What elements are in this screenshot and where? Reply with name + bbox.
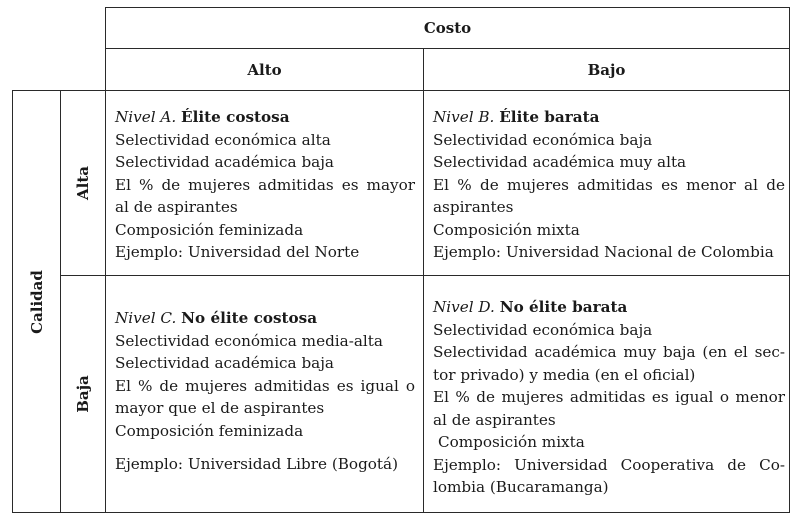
header-alto: Alto [247, 60, 282, 79]
border-header-bottom [12, 90, 790, 91]
cell-d-line: Selectividad económica baja [433, 320, 653, 339]
border-alta-bottom [60, 275, 790, 276]
cell-c-line: El % de mujeres admitidas es igual o [115, 376, 415, 395]
cell-a-line: Selectividad académica baja [115, 153, 334, 171]
cell-b-title [433, 106, 785, 129]
header-bajo: Bajo [587, 60, 626, 79]
cell-b-line: Selectividad académica muy alta [433, 153, 687, 171]
cell-a-line: Selectividad económica alta [115, 130, 331, 149]
cell-c-spacer [115, 442, 415, 453]
cell-b-line: El % de mujeres admitidas es menor al de [433, 175, 785, 194]
cell-b-line: Selectividad económica baja [433, 130, 653, 149]
cell-c-line: Ejemplo: Universidad Libre (Bogotá) [115, 455, 399, 473]
cell-nivel-c [115, 307, 415, 476]
cell-nivel-d [433, 296, 785, 499]
cell-c-nivel: Nivel C. [115, 309, 177, 327]
alta-label: Alta [73, 166, 92, 200]
cell-b-line: Composición mixta [433, 220, 580, 239]
row-header-calidad [13, 91, 60, 512]
cell-b-titulo: Élite barata [499, 108, 600, 126]
cell-c-line: Selectividad económica media-alta [115, 331, 383, 350]
cell-c-line: Selectividad académica baja [115, 354, 334, 372]
cell-a-line: Ejemplo: Universidad del Norte [115, 243, 360, 261]
row-header-baja [61, 276, 105, 512]
cell-c-line: mayor que el de aspirantes [115, 399, 325, 417]
cell-d-line: Selectividad académica muy baja (en el sec- [433, 343, 785, 361]
cell-b-line: aspirantes [433, 198, 514, 216]
cell-a-title [115, 106, 415, 129]
cell-b-nivel: Nivel B. [433, 108, 495, 126]
cell-d-title [433, 296, 785, 319]
cell-d-line: El % de mujeres admitidas es igual o menor [433, 388, 785, 406]
cell-d-titulo: No élite barata [499, 298, 628, 316]
cell-nivel-a [115, 106, 415, 264]
cell-c-line: Composición feminizada [115, 421, 304, 440]
cell-c-titulo: No élite costosa [181, 309, 318, 327]
cell-a-line: Composición feminizada [115, 220, 304, 239]
cell-c-title [115, 307, 415, 330]
cell-b-line: Ejemplo: Universidad Nacional de Colombia [433, 243, 774, 261]
cell-d-line: lombia (Bucaramanga) [433, 478, 609, 496]
cell-a-line: El % de mujeres admitidas es mayor [115, 175, 415, 194]
cell-a-nivel: Nivel A. [115, 108, 177, 126]
cell-d-line: tor privado) y media (en el oficial) [433, 365, 696, 384]
cell-d-nivel: Nivel D. [433, 298, 495, 316]
cell-d-line: Ejemplo: Universidad Cooperativa de Co- [433, 455, 785, 474]
border-middle [423, 48, 424, 513]
baja-label: Baja [73, 375, 92, 413]
row-header-alta [61, 91, 105, 275]
calidad-label: Calidad [27, 269, 46, 334]
cell-a-titulo: Élite costosa [181, 108, 290, 126]
cell-nivel-b [433, 106, 785, 264]
cell-d-line: al de aspirantes [433, 410, 556, 429]
header-costo: Costo [423, 19, 472, 37]
border-right [789, 7, 790, 513]
cell-a-line: al de aspirantes [115, 198, 238, 216]
border-bottom [12, 512, 790, 513]
cell-d-line: Composición mixta [438, 433, 585, 451]
